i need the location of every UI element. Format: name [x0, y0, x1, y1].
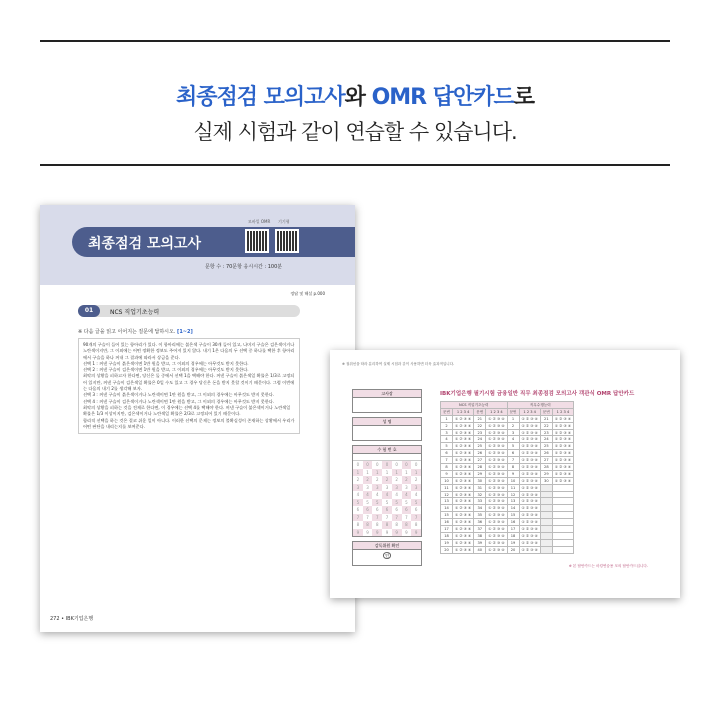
digit-bubble[interactable]: 7	[372, 514, 382, 522]
question-number: 30	[474, 477, 486, 484]
answer-bubbles[interactable]: ① ② ③ ④	[519, 422, 540, 429]
answer-bubbles[interactable]: ① ② ③ ④	[486, 436, 507, 443]
digit-bubble[interactable]: 6	[376, 507, 379, 512]
question-number: 29	[474, 470, 486, 477]
digit-bubble[interactable]: 4	[363, 491, 373, 499]
answer-bubbles[interactable]: ① ② ③ ④	[452, 464, 473, 471]
answer-bubbles[interactable]: ① ② ③ ④	[486, 539, 507, 546]
qr-code-icon	[245, 229, 269, 253]
question-number: 7	[441, 457, 453, 464]
omr-row	[441, 484, 574, 491]
answer-bubbles[interactable]: ① ② ③ ④	[452, 498, 473, 505]
answer-bubbles[interactable]: ① ② ③ ④	[486, 477, 507, 484]
digit-bubble[interactable]: 5	[385, 499, 389, 505]
box-label: 성 명	[353, 418, 421, 426]
omr-row	[441, 422, 574, 429]
col-choices-header: 1 2 3 4	[519, 408, 540, 415]
question-number: 30	[540, 477, 552, 484]
exam-meta: 문항 수 : 70문항 응시시간 : 100분	[205, 264, 283, 270]
omr-row	[441, 532, 574, 539]
question-number: 10	[441, 477, 453, 484]
passage-paragraph: 선택 2 : 꺼낸 구슬이 검은색이면 1만 원을 받고, 그 이외의 경우에는 아무것도 받지 못한다.	[83, 367, 249, 373]
passage-paragraph: 90개의 구슬이 들어 있는 항아리가 있다. 이 항아리에는 붉은색 구슬이 30개 들어 있고, 나머지 구슬은 검은색이거나 노란색이지만, 그 이외에는 어떤 정확한 정보도 주어져 있지 않다. 내기 1은 다음의 두 선택 중 하나를 택한 후 항아리에서 구슬을 하나 꺼내 그 결과에 따라서 상금을 준다.	[83, 342, 295, 360]
digit-bubble[interactable]: 2	[356, 477, 360, 482]
question-number: 24	[474, 436, 486, 443]
answer-bubbles[interactable]: ① ② ③ ④	[486, 546, 507, 553]
answer-reference: 정답 및 해설 p.000	[290, 291, 325, 296]
digit-bubble[interactable]: 5	[405, 499, 408, 505]
answer-bubbles[interactable]: ① ② ③ ④	[486, 464, 507, 471]
answer-bubbles[interactable]: ① ② ③ ④	[486, 422, 507, 429]
digit-bubble[interactable]: 7	[353, 514, 363, 522]
answer-bubbles[interactable]: ① ② ③ ④	[552, 450, 573, 457]
answer-bubbles[interactable]: ① ② ③ ④	[452, 519, 473, 526]
question-number: 28	[474, 464, 486, 471]
answer-bubbles[interactable]: ① ② ③ ④	[452, 505, 473, 512]
digit-bubble[interactable]: 0	[363, 461, 373, 469]
question-number: 34	[474, 505, 486, 512]
answer-bubbles[interactable]: ① ② ③ ④	[486, 484, 507, 491]
answer-bubbles[interactable]: ① ② ③ ④	[519, 464, 540, 471]
omr-row	[441, 470, 574, 477]
passage-paragraph: 선택 4 : 꺼낸 구슬이 검은색이거나 노란색이면 1만 원을 받고, 그 이외의 경우에는 아무것도 받지 못한다.	[83, 398, 275, 404]
question-number: 3	[441, 429, 453, 436]
question-range: [1~2]	[177, 329, 193, 335]
digit-bubble[interactable]: 8	[363, 521, 373, 529]
question-number: 4	[507, 436, 519, 443]
answer-bubbles[interactable]: ① ② ③ ④	[519, 477, 540, 484]
col-number-header: 문번	[441, 408, 453, 415]
answer-bubbles[interactable]: ① ② ③ ④	[519, 470, 540, 477]
question-number: 8	[441, 464, 453, 471]
answer-bubbles[interactable]: ① ② ③ ④	[519, 532, 540, 539]
question-number: 9	[507, 470, 519, 477]
digit-bubble[interactable]: 8	[414, 522, 418, 527]
question-number: 26	[540, 450, 552, 457]
answer-bubbles[interactable]: ① ② ③ ④	[519, 429, 540, 436]
omr-row	[441, 498, 574, 505]
digit-bubble[interactable]: 9	[385, 529, 389, 535]
supervisor-box	[352, 541, 422, 566]
question-number: 17	[507, 526, 519, 533]
answer-bubbles[interactable]: ① ② ③ ④	[486, 498, 507, 505]
question-number: 32	[474, 491, 486, 498]
digit-bubble[interactable]: 3	[372, 484, 382, 492]
question-number: 36	[474, 519, 486, 526]
answer-bubbles[interactable]: ① ② ③ ④	[519, 491, 540, 498]
digit-bubble[interactable]: 9	[405, 529, 408, 535]
answer-bubbles[interactable]: ① ② ③ ④	[519, 519, 540, 526]
digit-bubble[interactable]: 0	[376, 462, 379, 467]
digit-bubble[interactable]: 8	[376, 522, 379, 527]
question-number: 22	[540, 422, 552, 429]
question-number: 6	[441, 450, 453, 457]
answer-bubbles[interactable]: ① ② ③ ④	[552, 464, 573, 471]
digit-bubble[interactable]: 3	[385, 484, 389, 490]
answer-bubbles[interactable]: ① ② ③ ④	[452, 484, 473, 491]
question-number: 14	[507, 505, 519, 512]
answer-bubbles[interactable]: ① ② ③ ④	[486, 429, 507, 436]
question-instruction	[78, 328, 193, 335]
question-number: 19	[507, 539, 519, 546]
digit-bubble[interactable]: 3	[411, 484, 421, 492]
digit-bubble[interactable]: 4	[376, 492, 379, 497]
answer-bubbles[interactable]: ① ② ③ ④	[452, 422, 473, 429]
answer-bubbles[interactable]: ① ② ③ ④	[452, 450, 473, 457]
digit-bubble[interactable]: 7	[392, 514, 402, 522]
digit-bubble[interactable]: 9	[372, 529, 382, 537]
omr-row	[441, 443, 574, 450]
answer-bubbles[interactable]: ① ② ③ ④	[519, 505, 540, 512]
passage-paragraph: 선택 1 : 꺼낸 구슬이 붉은색이면 1만 원을 받고, 그 이외의 경우에는 아무것도 받지 못한다.	[83, 360, 249, 366]
question-number: 11	[441, 484, 453, 491]
question-number: 8	[507, 464, 519, 471]
question-number: 5	[507, 443, 519, 450]
answer-bubbles[interactable]: ① ② ③ ④	[452, 443, 473, 450]
qr-code-icon	[275, 229, 299, 253]
digit-bubble[interactable]: 8	[402, 521, 412, 529]
answer-bubbles[interactable]: ① ② ③ ④	[519, 457, 540, 464]
digit-bubble[interactable]: 2	[382, 476, 392, 484]
exam-site-box[interactable]	[352, 389, 422, 413]
question-number: 4	[441, 436, 453, 443]
exam-number-box[interactable]	[352, 445, 422, 537]
digit-bubble[interactable]: 7	[385, 514, 389, 520]
question-number: 27	[474, 457, 486, 464]
digit-bubble[interactable]: 0	[382, 461, 392, 469]
digit-bubble[interactable]: 6	[402, 506, 412, 514]
digit-bubble[interactable]: 3	[392, 484, 402, 492]
digit-bubble[interactable]: 1	[372, 469, 382, 477]
question-number: 28	[540, 464, 552, 471]
section-header	[78, 305, 300, 317]
digit-bubble[interactable]: 2	[376, 477, 379, 482]
question-number: 23	[540, 429, 552, 436]
question-number: 1	[507, 415, 519, 422]
digit-bubble[interactable]: 5	[353, 499, 363, 507]
omr-row	[441, 477, 574, 484]
digit-bubble[interactable]: 1	[405, 469, 408, 475]
col-number-header: 문번	[540, 408, 552, 415]
omr-row	[441, 436, 574, 443]
question-number: 7	[507, 457, 519, 464]
question-number: 11	[507, 484, 519, 491]
digit-bubble[interactable]: 0	[395, 462, 398, 467]
qr-label: 모바일 OMR	[248, 219, 271, 224]
answer-bubbles[interactable]: ① ② ③ ④	[519, 436, 540, 443]
answer-bubbles[interactable]: ① ② ③ ④	[486, 512, 507, 519]
digit-bubble[interactable]: 3	[366, 484, 369, 490]
question-number: 40	[474, 546, 486, 553]
omr-row	[441, 539, 574, 546]
question-number: 25	[540, 443, 552, 450]
name-box[interactable]	[352, 417, 422, 441]
stamp-circle: 인	[383, 552, 392, 559]
digit-bubble[interactable]: 8	[356, 522, 360, 527]
digit-bubble[interactable]: 1	[411, 469, 421, 477]
question-number: 18	[441, 532, 453, 539]
digit-bubble[interactable]: 3	[353, 484, 363, 492]
question-number: 26	[474, 450, 486, 457]
answer-bubbles[interactable]: ① ② ③ ④	[552, 422, 573, 429]
section-title: NCS 직업기초능력	[110, 309, 160, 316]
headline-text: 로	[513, 85, 535, 110]
answer-bubbles[interactable]: ① ② ③ ④	[519, 415, 540, 422]
digit-bubble[interactable]: 1	[366, 469, 369, 475]
answer-bubbles[interactable]: ① ② ③ ④	[486, 519, 507, 526]
question-number: 14	[441, 505, 453, 512]
digit-bubble[interactable]: 0	[356, 462, 360, 467]
answer-bubbles[interactable]: ① ② ③ ④	[486, 526, 507, 533]
answer-bubbles[interactable]: ① ② ③ ④	[552, 436, 573, 443]
col-number-header: 문번	[507, 408, 519, 415]
answer-bubbles[interactable]: ① ② ③ ④	[552, 477, 573, 484]
omr-row	[441, 415, 574, 422]
digit-bubble[interactable]: 6	[363, 506, 373, 514]
col-choices-header: 1 2 3 4	[486, 408, 507, 415]
question-number: 12	[507, 491, 519, 498]
omr-grid[interactable]	[440, 401, 574, 554]
question-number: 21	[540, 415, 552, 422]
answer-bubbles[interactable]: ① ② ③ ④	[519, 526, 540, 533]
section-number: 01	[78, 305, 100, 317]
digit-bubble[interactable]: 4	[382, 491, 392, 499]
box-label: 고사장	[353, 390, 421, 398]
omr-row	[441, 491, 574, 498]
passage-paragraph: 선택 3 : 꺼낸 구슬이 붉은색이거나 노란색이면 1만 원을 받고, 그 이외의 경우에는 아무것도 받지 못한다.	[83, 392, 275, 398]
digit-bubble[interactable]: 2	[414, 477, 418, 482]
headline-accent: 최종점검 모의고사	[175, 85, 345, 110]
digit-bubble[interactable]: 0	[414, 462, 418, 467]
question-number: 38	[474, 532, 486, 539]
question-number: 2	[441, 422, 453, 429]
digit-bubble[interactable]: 9	[392, 529, 402, 537]
digit-bubble[interactable]: 8	[395, 522, 398, 527]
omr-row	[441, 512, 574, 519]
col-choices-header: 1 2 3 4	[452, 408, 473, 415]
title-banner	[72, 227, 355, 257]
question-number: 37	[474, 526, 486, 533]
question-number: 19	[441, 539, 453, 546]
answer-bubbles[interactable]: ① ② ③ ④	[519, 498, 540, 505]
answer-bubbles[interactable]: ① ② ③ ④	[452, 457, 473, 464]
headline-text: 와	[344, 85, 372, 110]
answer-bubbles[interactable]: ① ② ③ ④	[519, 512, 540, 519]
question-number: 27	[540, 457, 552, 464]
answer-bubbles[interactable]: ① ② ③ ④	[452, 470, 473, 477]
digit-bubble[interactable]: 1	[353, 469, 363, 477]
digit-bubble[interactable]: 8	[382, 521, 392, 529]
omr-row	[441, 505, 574, 512]
answer-bubbles[interactable]: ① ② ③ ④	[452, 539, 473, 546]
question-number: 16	[507, 519, 519, 526]
digit-bubble[interactable]: 6	[382, 506, 392, 514]
question-number: 15	[441, 512, 453, 519]
question-number: 15	[507, 512, 519, 519]
col-number-header: 문번	[474, 408, 486, 415]
digit-bubble[interactable]: 2	[395, 477, 398, 482]
question-text: ※ 다음 글을 읽고 이어지는 질문에 답하시오.	[78, 329, 176, 335]
answer-bubbles[interactable]: ① ② ③ ④	[552, 429, 573, 436]
answer-bubbles[interactable]: ① ② ③ ④	[452, 436, 473, 443]
answer-bubbles[interactable]: ① ② ③ ④	[486, 470, 507, 477]
digit-bubble[interactable]: 9	[411, 529, 421, 537]
answer-bubbles[interactable]: ① ② ③ ④	[486, 457, 507, 464]
digit-bubble[interactable]: 5	[366, 499, 369, 505]
page-footer: 272 • IBK기업은행	[50, 616, 94, 622]
question-number: 21	[474, 415, 486, 422]
question-number: 6	[507, 450, 519, 457]
passage-paragraph: 최악의 상황을 피하고자 한다면, 당신은 둘 중에서 선택 1을 택해야 한다. 꺼낸 구슬이 붉은색일 확률은 1/3로 고정되어 있지만, 꺼낸 구슬이 검은색일 확률은 0일 수도 있고 그 경우 당신은 돈을 받지 못할 것이기 때문이다. 그럼 이번에는 다음의 내기 2를 생각해 보자.	[83, 373, 295, 392]
answer-bubbles[interactable]: ① ② ③ ④	[452, 491, 473, 498]
answer-bubbles[interactable]: ① ② ③ ④	[552, 443, 573, 450]
question-number: 5	[441, 443, 453, 450]
group-header: 직무수행능력	[507, 402, 574, 409]
digit-bubble[interactable]: 7	[411, 514, 421, 522]
answer-bubbles[interactable]: ① ② ③ ④	[452, 429, 473, 436]
answer-bubbles[interactable]: ① ② ③ ④	[452, 546, 473, 553]
box-label: 감독위원 확인	[353, 542, 421, 550]
question-number: 17	[441, 526, 453, 533]
answer-bubbles[interactable]: ① ② ③ ④	[452, 532, 473, 539]
answer-bubbles[interactable]: ① ② ③ ④	[519, 450, 540, 457]
digit-bubble[interactable]: 4	[356, 492, 360, 497]
question-number: 13	[441, 498, 453, 505]
question-number: 10	[507, 477, 519, 484]
question-number: 16	[441, 519, 453, 526]
digit-bubble[interactable]: 9	[353, 529, 363, 537]
question-number: 20	[441, 546, 453, 553]
digit-bubble[interactable]: 6	[414, 507, 418, 512]
answer-bubbles[interactable]: ① ② ③ ④	[486, 505, 507, 512]
digit-bubble[interactable]: 4	[395, 492, 398, 497]
headline-accent: OMR 답안카드	[371, 85, 514, 110]
digit-bubble[interactable]: 4	[414, 492, 418, 497]
digit-bubble[interactable]: 4	[402, 491, 412, 499]
omr-row	[441, 546, 574, 553]
mock-exam-page	[40, 205, 355, 632]
digit-bubble[interactable]: 5	[372, 499, 382, 507]
omr-answer-sheet	[330, 350, 680, 598]
question-number: 13	[507, 498, 519, 505]
answer-bubbles[interactable]: ① ② ③ ④	[519, 443, 540, 450]
question-number: 23	[474, 429, 486, 436]
answer-bubbles[interactable]: ① ② ③ ④	[452, 512, 473, 519]
passage-box	[78, 338, 300, 434]
digit-bubble[interactable]: 9	[366, 529, 369, 535]
answer-bubbles[interactable]: ① ② ③ ④	[486, 491, 507, 498]
omr-notice: ※ 본 답안카드는 마킹연습용 모의 답안카드입니다.	[568, 564, 648, 568]
box-label: 수 험 번 호	[353, 446, 421, 454]
omr-row	[441, 450, 574, 457]
question-number: 1	[441, 415, 453, 422]
question-number: 31	[474, 484, 486, 491]
qr-label: 기기형	[278, 219, 290, 224]
digit-bubble[interactable]: 3	[405, 484, 408, 490]
digit-bubble[interactable]: 7	[405, 514, 408, 520]
digit-bubble[interactable]: 5	[411, 499, 421, 507]
question-number: 20	[507, 546, 519, 553]
digit-bubble[interactable]: 7	[366, 514, 369, 520]
answer-bubbles[interactable]: ① ② ③ ④	[519, 539, 540, 546]
digit-bubble[interactable]: 2	[363, 476, 373, 484]
answer-bubbles[interactable]: ① ② ③ ④	[452, 477, 473, 484]
omr-row	[441, 519, 574, 526]
answer-bubbles[interactable]: ① ② ③ ④	[552, 415, 573, 422]
answer-bubbles[interactable]: ① ② ③ ④	[486, 450, 507, 457]
answer-bubbles[interactable]: ① ② ③ ④	[552, 457, 573, 464]
subheadline: 실제 시험과 같이 연습할 수 있습니다.	[193, 120, 517, 144]
bottom-rule	[40, 164, 670, 166]
question-number: 33	[474, 498, 486, 505]
answer-bubbles[interactable]: ① ② ③ ④	[486, 443, 507, 450]
answer-bubbles[interactable]: ① ② ③ ④	[486, 532, 507, 539]
page-title: 최종점검 모의고사	[88, 236, 202, 252]
omr-row	[441, 464, 574, 471]
question-number: 25	[474, 443, 486, 450]
question-number: 29	[540, 470, 552, 477]
question-number: 39	[474, 539, 486, 546]
group-header: NCS 직업기초능력	[441, 402, 508, 409]
omr-row	[441, 429, 574, 436]
digit-bubble[interactable]: 1	[392, 469, 402, 477]
digit-bubble[interactable]: 6	[356, 507, 360, 512]
headline	[0, 80, 710, 111]
question-number: 18	[507, 532, 519, 539]
answer-bubbles[interactable]: ① ② ③ ④	[486, 415, 507, 422]
question-number: 3	[507, 429, 519, 436]
answer-bubbles[interactable]: ① ② ③ ④	[552, 470, 573, 477]
omr-title: IBK기업은행 필기시험 금융일반 직무 최종점검 모의고사 객관식 OMR 답안카드	[440, 391, 635, 397]
question-number: 2	[507, 422, 519, 429]
digit-bubble[interactable]: 1	[385, 469, 389, 475]
question-number: 22	[474, 422, 486, 429]
omr-row	[441, 526, 574, 533]
cut-note: ※ 절취선을 따라 분리하여 실제 시험과 같이 사용하면 더욱 효과적입니다.	[342, 362, 455, 366]
digit-bubble[interactable]: 5	[392, 499, 402, 507]
omr-row	[441, 457, 574, 464]
question-number: 24	[540, 436, 552, 443]
answer-bubbles[interactable]: ① ② ③ ④	[519, 546, 540, 553]
col-choices-header: 1 2 3 4	[552, 408, 573, 415]
top-rule	[40, 40, 670, 42]
answer-bubbles[interactable]: ① ② ③ ④	[519, 484, 540, 491]
digit-bubble[interactable]: 2	[402, 476, 412, 484]
digit-bubble[interactable]: 0	[402, 461, 412, 469]
digit-bubble[interactable]: 6	[395, 507, 398, 512]
question-number: 35	[474, 512, 486, 519]
answer-bubbles[interactable]: ① ② ③ ④	[452, 526, 473, 533]
passage-paragraph: 최악의 상황을 피하는 것을 전제로 한다면, 이 경우에는 선택 4를 택해야 한다. 꺼낸 구슬이 붉은색이거나 노란색일 확률은 1/3 이상이지만, 검은색이거나 노란색일 확률은 2/3로 고정되어 있기 때문이다.	[83, 404, 291, 417]
question-number: 12	[441, 491, 453, 498]
answer-bubbles[interactable]: ① ② ③ ④	[452, 415, 473, 422]
passage-paragraph: 합리적 선택을 하는 것은 결코 쉬운 일이 아니다. 이러한 선택의 문제는 정보의 불확실성이 존재하는 상황에서 우리가 어떤 판단을 내리는지를 보여준다.	[83, 417, 295, 429]
page-header-band	[40, 205, 355, 285]
question-number: 9	[441, 470, 453, 477]
